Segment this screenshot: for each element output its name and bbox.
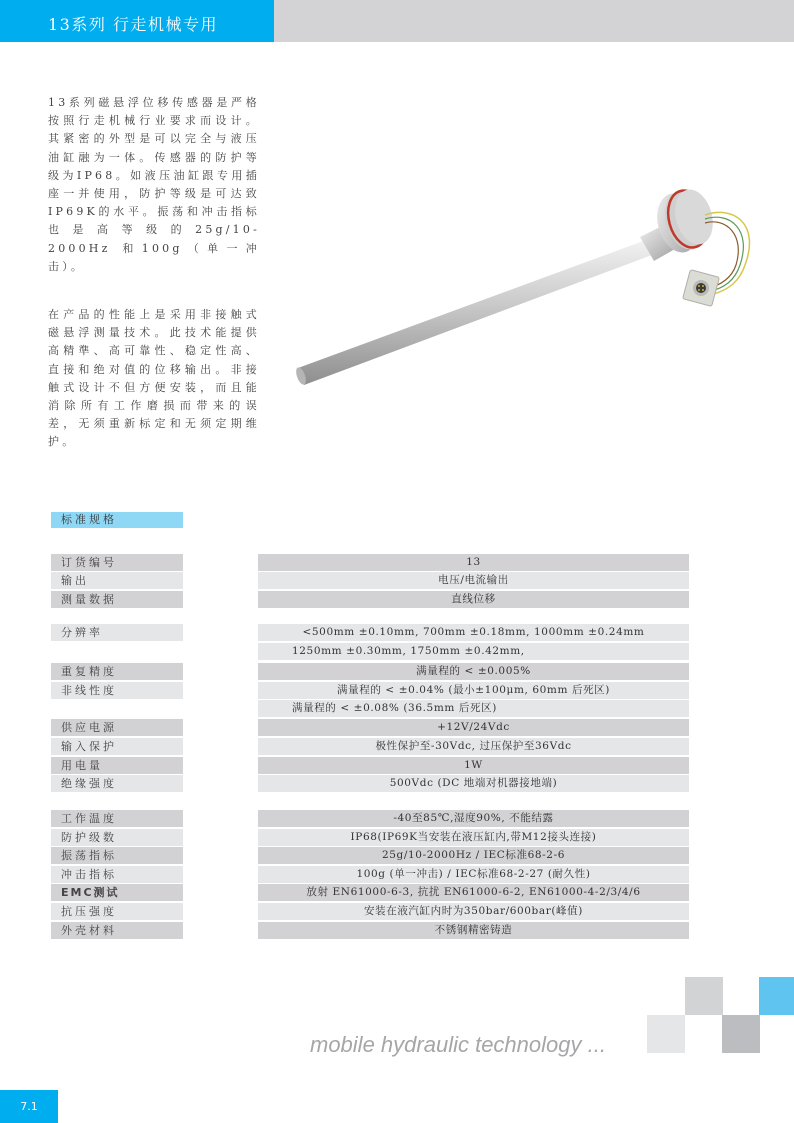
spec-label-operating-temp: 工作温度 xyxy=(51,810,183,827)
spec-value-repeatability: 满量程的 < ±0.005% xyxy=(258,663,689,680)
spec-value-operating-temp: -40至85℃,湿度90%, 不能结露 xyxy=(258,810,689,827)
spec-value-shock: 100g (单一冲击) / IEC标准68-2-27 (耐久性) xyxy=(258,866,689,883)
spec-label-measurement: 测量数据 xyxy=(51,591,183,608)
spec-label-nonlinearity: 非线性度 xyxy=(51,682,183,699)
spec-value-vibration: 25g/10-2000Hz / IEC标准68-2-6 xyxy=(258,847,689,864)
spec-label-output: 输出 xyxy=(51,572,183,589)
spec-value-power-supply: +12V/24Vdc xyxy=(258,719,689,736)
spec-label-housing-material: 外壳材料 xyxy=(51,922,183,939)
spec-label-power-supply: 供应电源 xyxy=(51,719,183,736)
header-banner xyxy=(0,0,274,42)
decor-square-dark xyxy=(722,1015,760,1053)
spec-label-emc: EMC测试 xyxy=(51,884,183,901)
spec-value-input-protection: 极性保护至-30Vdc, 过压保护至36Vdc xyxy=(258,738,689,755)
product-image xyxy=(290,185,780,385)
spec-value-output: 电压/电流输出 xyxy=(258,572,689,589)
decor-square-blue xyxy=(759,977,794,1015)
spec-value-power-consumption: 1W xyxy=(258,757,689,774)
spec-value-nonlinearity-2: 满量程的 < ±0.08% (36.5mm 后死区) xyxy=(258,700,689,717)
specs-section-title: 标准规格 xyxy=(51,512,183,528)
spec-label-insulation: 绝缘强度 xyxy=(51,775,183,792)
spec-value-measurement: 直线位移 xyxy=(258,591,689,608)
spec-label-resolution: 分辨率 xyxy=(51,624,183,641)
spec-value-resolution-2: 1250mm ±0.30mm, 1750mm ±0.42mm, xyxy=(258,643,689,660)
spec-label-vibration: 振荡指标 xyxy=(51,847,183,864)
spec-label-shock: 冲击指标 xyxy=(51,866,183,883)
spec-value-resolution: <500mm ±0.10mm, 700mm ±0.18mm, 1000mm ±0.24mm xyxy=(258,624,689,641)
page-title: 13系列 行走机械专用 xyxy=(48,15,218,34)
spec-label-repeatability: 重复精度 xyxy=(51,663,183,680)
spec-value-emc: 放射 EN61000-6-3, 抗扰 EN61000-6-2, EN61000-4-2/3/4/6 xyxy=(258,884,689,901)
spec-label-input-protection: 输入保护 xyxy=(51,738,183,755)
spec-value-pressure-rating: 安装在液汽缸内时为350bar/600bar(峰值) xyxy=(258,903,689,920)
spec-label-protection-class: 防护级数 xyxy=(51,829,183,846)
spec-value-insulation: 500Vdc (DC 地端对机器接地端) xyxy=(258,775,689,792)
intro-paragraph-2: 在产品的性能上是采用非接触式磁悬浮测量技术。此技术能提供高精準、高可靠性、稳定性高、直接和绝对值的位移输出。非接触式设计不但方便安装，而且能消除所有工作磨损而带来的误差，无须重新标定和无须定期维护。 xyxy=(48,308,260,449)
intro-paragraph-1: 13系列磁悬浮位移传感器是严格按照行走机械行业要求而设计。其紧密的外型是可以完全与液压油缸融为一体。传感器的防护等级为IP68。如液压油缸跟专用插座一并使用，防护等级是可达致IP69K的水平。振荡和冲击指标也是高等级的25g/10-2000Hz 和100g（单一冲击）。 xyxy=(48,96,260,273)
spec-value-order-code: 13 xyxy=(258,554,689,571)
spec-value-protection-class: IP68(IP69K当安装在液压缸内,带M12接头连接) xyxy=(258,829,689,846)
decor-square-gray xyxy=(685,977,723,1015)
spec-label-pressure-rating: 抗压强度 xyxy=(51,903,183,920)
header-gray-bar xyxy=(274,0,794,42)
page-number: 7.1 xyxy=(0,1090,58,1123)
spec-value-housing-material: 不锈钢精密铸造 xyxy=(258,922,689,939)
spec-label-power-consumption: 用电量 xyxy=(51,757,183,774)
spec-label-order-code: 订货编号 xyxy=(51,554,183,571)
footer-tagline: mobile hydraulic technology ... xyxy=(310,1032,606,1057)
spec-value-nonlinearity: 满量程的 < ±0.04% (最小±100μm, 60mm 后死区) xyxy=(258,682,689,699)
decor-square-light xyxy=(647,1015,685,1053)
